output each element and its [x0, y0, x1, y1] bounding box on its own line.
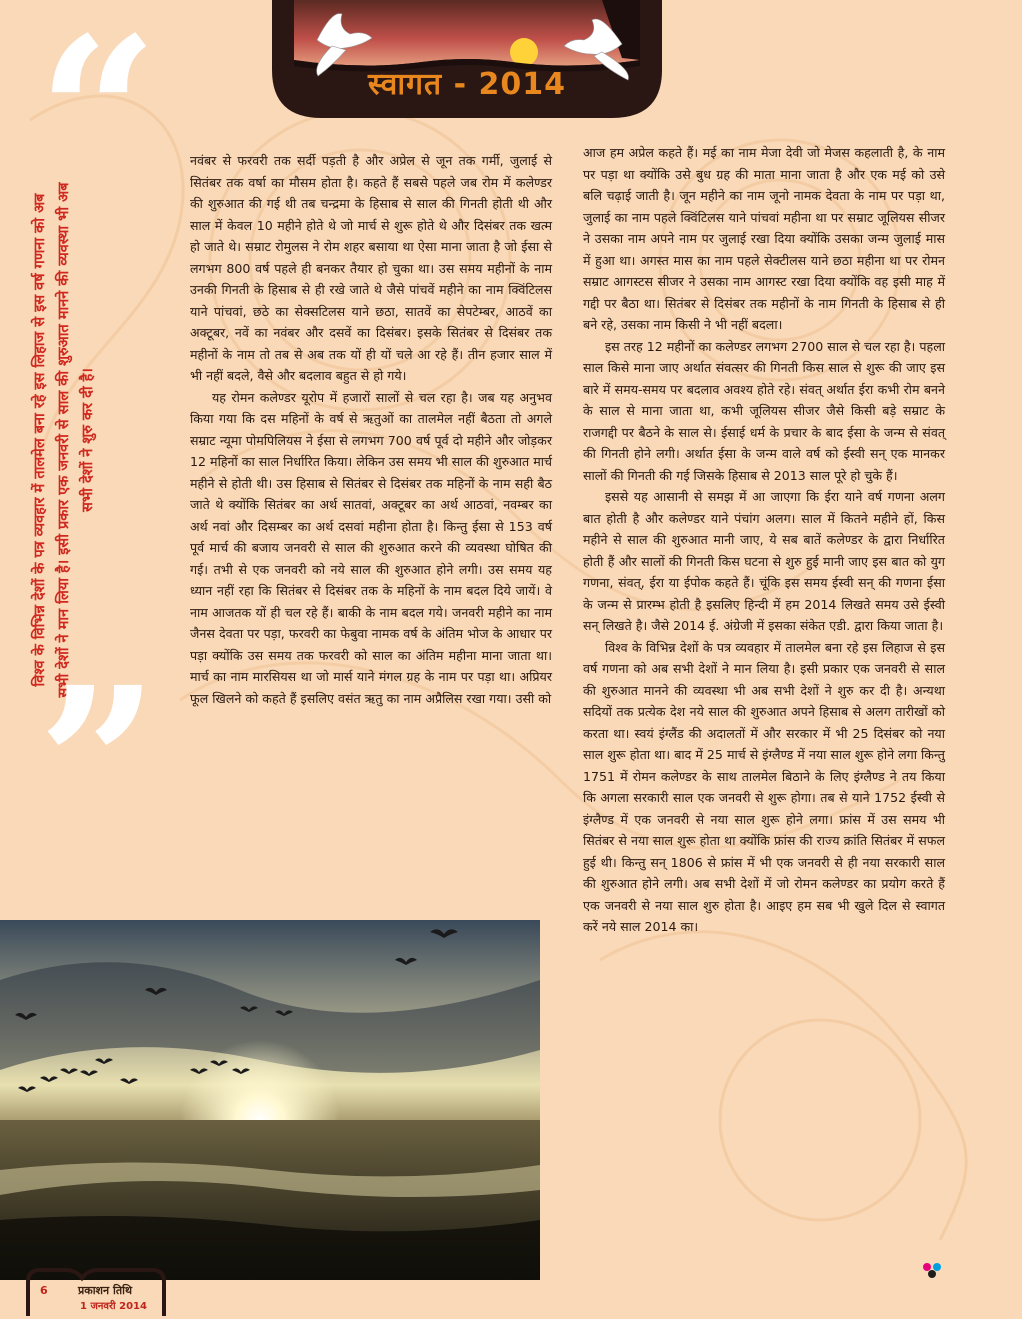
paragraph: यह रोमन कलेण्डर यूरोप में हजारों सालों से चल रहा है। जब यह अनुभव किया गया कि दस महिनों के वर्ष से ऋतुओं का तालमेल नहीं बैठता तो अगले सम्राट न्यूमा पोमपिलियस ने ईसा से लगभग 700 वर्ष पूर्व दो महीने और जोड़कर 12 महिनों का साल निर्धारित किया। लेकिन उस समय भी साल की शुरुआत मार्च महीने से होती थी। उस हिसाब से सितंबर से दिसंबर तक महिनों के नाम सही बैठ जाते थे क्योंकि सितंबर का अर्थ सातवां, अक्टूबर का अर्थ आठवां, नवम्बर का अर्थ नवां और दिसम्बर का अर्थ दसवां महीना होता है। किन्तु ईसा से 153 वर्ष पूर्व मार्च की बजाय जनवरी से साल की शुरुआत करने की व्यवस्था घोषित की गई। तभी से एक जनवरी को नये साल की शुरुआत होने लगी। उस समय यह ध्यान नहीं रहा कि सितंबर से दिसंबर तक के महिनों के नाम बदल दिये जायें। वे नाम आजतक यों ही चल रहे हैं। बाकी के नाम बदल गये। जनवरी महीने का नाम जैनस देवता पर पड़ा, फरवरी का फेबुवा नामक वर्ष के अंतिम भोज के आधार पर पड़ा क्योंकि उस समय तक फरवरी को साल का अंतिम महीना माना जाता था। मार्च का नाम मारसियस था जो मार्स याने मंगल ग्रह के नाम पर पड़ा था। अप्रियर फूल खिलने को कहते हैं इसलिए वसंत ऋतु का नाम अप्रैलिस रखा गया। उसी को [190, 389, 552, 706]
close-quote-icon: ” [37, 641, 159, 888]
pull-quote-container [18, 180, 188, 700]
cmyk-registration-icon [920, 1260, 950, 1280]
paragraph: विश्व के विभिन्न देशों के पत्र व्यवहार में तालमेल बना रहे इस लिहाज से इस वर्ष गणना को अब सभी देशों ने मान लिया है। इसी प्रकार एक जनवरी से साल की शुरुआत मानने की व्यवस्था भी अब सभी देशों ने शुरु कर दी है। अन्यथा सदियों तक प्रत्येक देश नये साल की शुरुआत अपने हिसाब से अलग तारीखों को करता था। स्वयं इंग्लैंड की अदालतों में और सरकार में भी 25 दिसंबर को नया साल शुरू होता था। बाद में 25 मार्च से इंग्लैण्ड में नया साल शुरू होने लगा किन्तु 1751 में रोमन कलेण्डर के साथ तालमेल बिठाने के लिए इंग्लैण्ड ने तय किया कि अगला सरकारी साल एक जनवरी से शुरू होगा। तब से याने 1752 ईस्वी से इंग्लैण्ड में एक जनवरी से नया साल शुरू होने लगा। फ्रांस में उस समय भी सितंबर से नया साल शुरू होता था क्योंकि फ्रांस की राज्य क्रांति सितंबर में सफल हुई थी। किन्तु सन् 1806 से फ्रांस में भी एक जनवरी से ही नया सरकारी साल की शुरुआत होने लगी। अब सभी देशों में जो रोमन कलेण्डर का प्रयोग करते हैं एक जनवरी से नया साल शुरु होता है। आइए हम सब भी खुले दिल से स्वागत करें नये साल 2014 का। [583, 639, 945, 934]
paragraph: आज हम अप्रेल कहते हैं। मई का नाम मेजा देवी जो मेजस कहलाती है, के नाम पर पड़ा था क्योंकि उसे बुध ग्रह की माता माना जाता है और एक मई को उसे बलि चढ़ाई जाती है। जून महीने का नाम जूनो नामक देवता के नाम पर पड़ा था, जुलाई का नाम पहले क्विंटिलस याने पांचवां महीना था पर सम्राट जूलियस सीजर ने उसका नाम अपने नाम पर जुलाई रखा दिया क्योंकि उसका जन्म जुलाई मास में हुआ था। अगस्त मास का नाम पहले सेक्टीलस याने छठा महीना था पर रोमन सम्राट आगस्टस सीजर ने उसका नाम आगस्ट रखा दिया क्योंकि वह इसी माह में गद्दी पर बैठा था। सितंबर से दिसंबर तक महीनों के नाम गिनती के हिसाब से ही बने रहे, उसका नाम किसी ने भी नहीं बदला। [583, 145, 945, 332]
publication-date: 1 जनवरी 2014 [80, 1301, 147, 1312]
paragraph: इस तरह 12 महीनों का कलेण्डर लगभग 2700 साल से चल रहा है। पहला साल किसे माना जाए अर्थात संवत्सर की गिनती किस साल से शुरू की जाए इस बारे में समय-समय पर बदलाव अवश्य होते रहे। संवत् अर्थात ईरा कभी रोम बनने के साल से माना जाता था, कभी जूलियस सीजर जैसे किसी बड़े सम्राट के राजगद्दी पर बैठने के साल से। ईसाई धर्म के प्रचार के बाद ईसा के जन्म से संवत् की गिनती होने लगी। अर्थात ईसा के जन्म वाले वर्ष को ईस्वी सन् एक मानकर सालों की गिनती की गई जिसके हिसाब से 2013 साल पूरे हो चुके हैं। [583, 338, 945, 483]
paragraph: इससे यह आसानी से समझ में आ जाएगा कि ईरा याने वर्ष गणना अलग बात होती है और कलेण्डर याने पंचांग अलग। साल में कितने महीने हों, किस महीने से साल की शुरुआत मानी जाए, ये सब बातें कलेण्डर के द्वारा निर्धारित होती हैं और सालों की गिनती किस घटना से शुरु हुई मानी जाए इस बात को युग गणना, संवत्, ईरा या ईपोक कहते हैं। चूंकि इस समय ईस्वी सन् की गणना ईसा के जन्म से प्रारम्भ होती है इसलिए हिन्दी में हम 2014 लिखते समय उसे ईस्वी सन् लिखते है। जैसे 2014 ई. अंग्रेजी में इसका संकेत एडी. द्वारा किया जाता है। [583, 489, 945, 633]
sunset-sea-birds-photo [0, 920, 540, 1280]
article-column-left [190, 150, 552, 709]
page-title: स्वागत - 2014 [368, 67, 566, 102]
quote-strip [18, 0, 164, 888]
paragraph: नवंबर से फरवरी तक सर्दी पड़ती है और अप्रेल से जून तक गर्मी, जुलाई से सितंबर तक वर्षा का मौसम होता है। कहते हैं सबसे पहले जब रोम में कलेण्डर की शुरुआत की गई थी तब चन्द्रमा के हिसाब से साल की गिनती होती थी और साल में केवल 10 महीने होते थे जो मार्च से शुरू होते थे और दिसंबर तक खत्म हो जाते थे। सम्राट रोमुलस ने रोम शहर बसाया था ऐसा माना जाता है जो ईसा से लगभग 800 वर्ष पहले ही बनकर तैयार हो चुका था। उस समय महीनों के नाम उनकी गिनती के हिसाब से ही रखे जाते थे जैसे पांचवें महीने का नाम क्विंटिलस याने पांचवां, छठे का सेक्सटिलस याने छठा, सातवें का सेपटेम्बर, आठवें का अक्टूबर, नवें का नवंबर और दसवें का दिसंबर। इसके सितंबर से दिसंबर तक महीनों के नाम तो तब से अब तक यों ही यों चले आ रहे हैं। तीन हजार साल में भी नहीं बदले, वैसे और बदलाव बहुत से हो गये। [190, 153, 552, 383]
page-footer [26, 1268, 166, 1318]
article-column-right [583, 142, 945, 938]
header-banner [272, 0, 662, 118]
pull-quote-text: विश्व के विभिन्न देशों के पत्र व्यवहार में तालमेल बना रहे इस लिहाज से इस वर्ष गणना को अब सभी देशों ने मान लिया है। इसी प्रकार एक जनवरी से साल की शुरुआत मानने की व्यवस्था भी अब सभी देशों ने शुरु कर दी है। [32, 182, 96, 698]
open-quote-icon: “ [37, 0, 159, 238]
page-number: 6 [40, 1284, 48, 1297]
publication-label: प्रकाशन तिथि [78, 1284, 132, 1297]
